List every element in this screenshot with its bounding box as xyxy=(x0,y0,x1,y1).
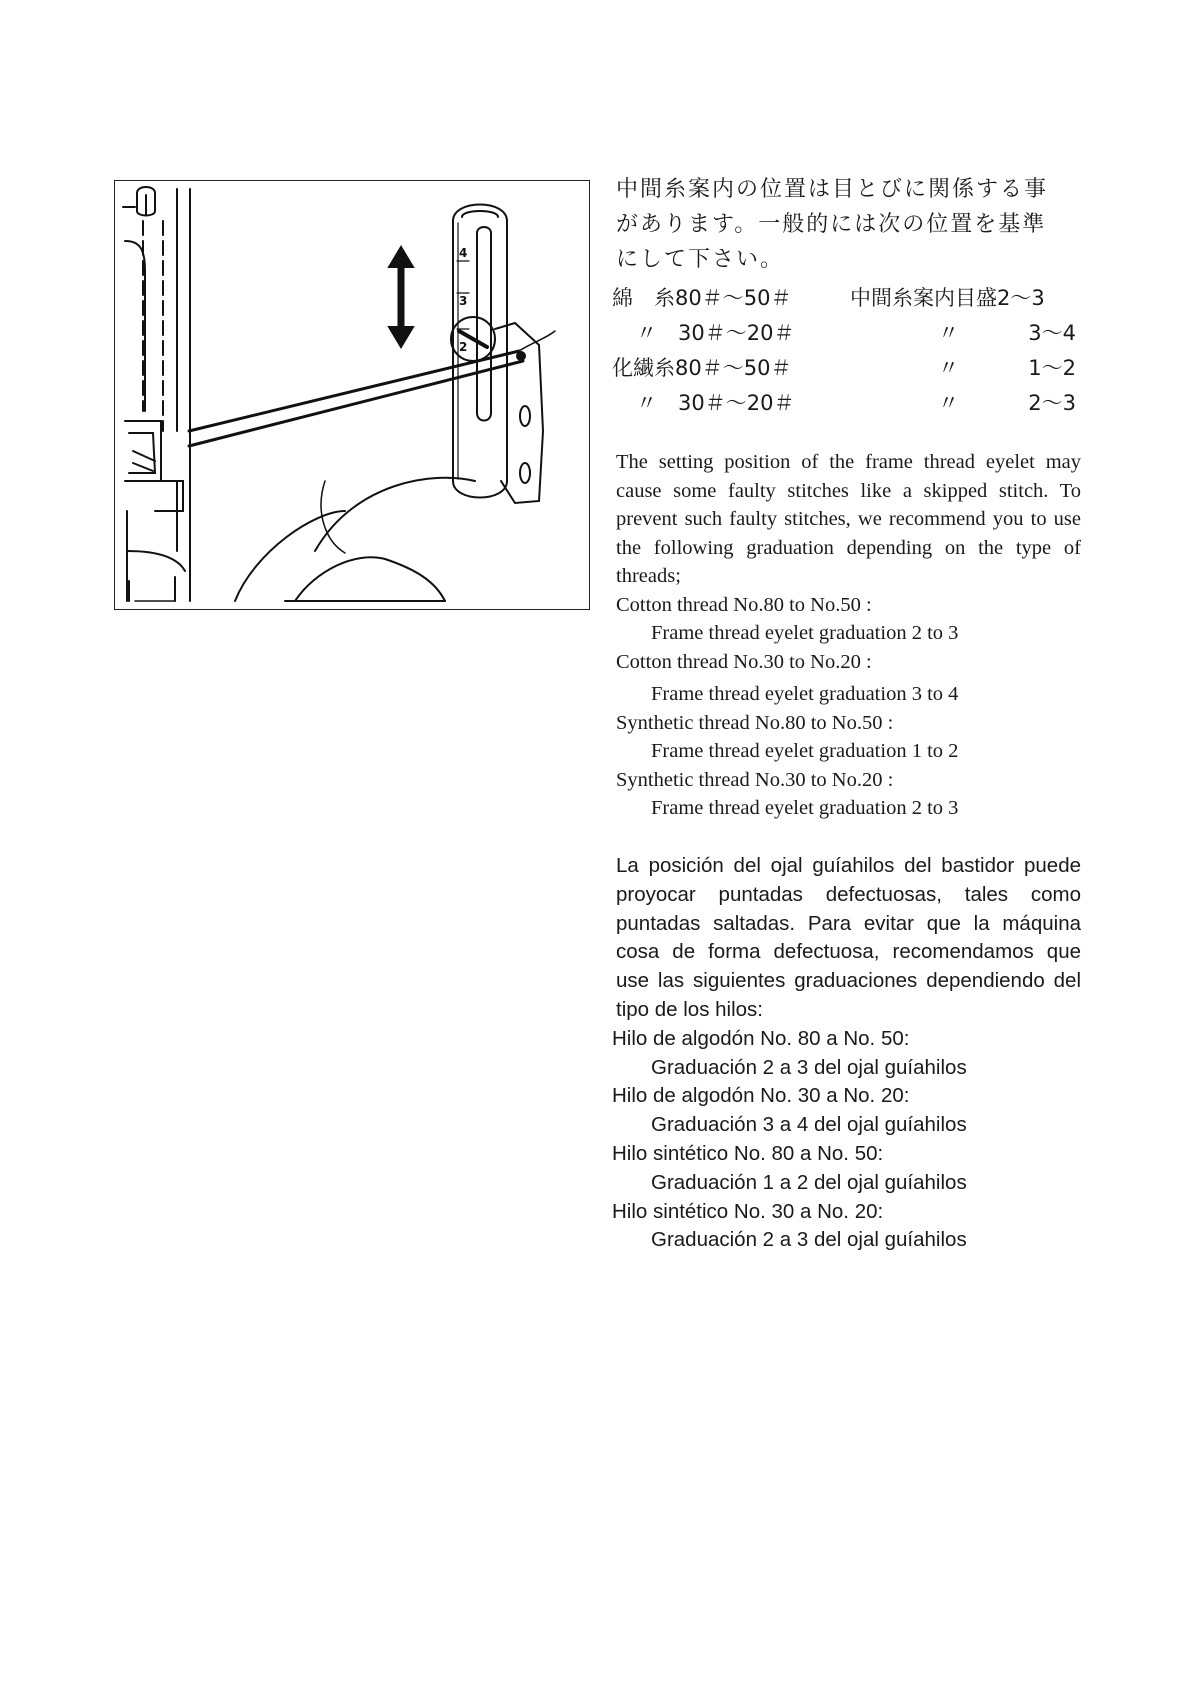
spanish-graduation: Graduación 3 a 4 del ojal guíahilos xyxy=(651,1113,967,1137)
japanese-graduation-label: 中間糸案内目盛2～3 xyxy=(850,286,1045,310)
japanese-table-row xyxy=(612,352,1082,387)
spanish-paragraph: La posición del ojal guíahilos del bastidor puede proyocar puntadas defectuosas, tales como puntadas saltadas. Para evitar que la máquina cosa de forma defectuosa, recomendamos que use las siguientes graduaciones dependiendo del tipo de los hilos: xyxy=(616,854,1081,1021)
japanese-thread-type: 化繊糸80＃～50＃ xyxy=(612,356,792,380)
japanese-intro-line: にして下さい。 xyxy=(616,247,785,272)
japanese-graduation-label: 〃 xyxy=(938,391,959,415)
japanese-graduation-value: 1～2 xyxy=(1028,356,1076,380)
scale-label-2: 2 xyxy=(459,340,468,354)
english-paragraph: The setting position of the frame thread eyelet may cause some faulty stitches like a skipped stitch. To prevent such faulty stitches, we recommend you to use the following graduation depending on the type of threads; xyxy=(616,451,1081,587)
spanish-graduation: Graduación 1 a 2 del ojal guíahilos xyxy=(651,1170,967,1194)
japanese-graduation-table xyxy=(612,282,1082,422)
japanese-table-row xyxy=(612,317,1082,352)
japanese-thread-type: 〃 30＃～20＃ xyxy=(636,391,795,415)
english-graduation-list xyxy=(616,591,1081,823)
english-graduation: Frame thread eyelet graduation 1 to 2 xyxy=(651,740,959,762)
japanese-graduation-value: 3～4 xyxy=(1028,321,1076,345)
japanese-graduation-label: 〃 xyxy=(938,321,959,345)
spanish-thread-type: Hilo de algodón No. 80 a No. 50: xyxy=(612,1026,910,1050)
spanish-graduation: Graduación 2 a 3 del ojal guíahilos xyxy=(651,1228,967,1252)
japanese-intro-line: があります。一般的には次の位置を基準 xyxy=(616,212,1047,237)
japanese-graduation-value: 2～3 xyxy=(1028,391,1076,415)
japanese-thread-type: 綿 糸80＃～50＃ xyxy=(612,286,792,310)
japanese-graduation-label: 〃 xyxy=(938,356,959,380)
illustration-drawing xyxy=(115,181,590,610)
english-thread-type: Synthetic thread No.80 to No.50 : xyxy=(616,711,894,734)
spanish-thread-type: Hilo de algodón No. 30 a No. 20: xyxy=(612,1084,910,1108)
scale-label-3: 3 xyxy=(459,294,468,308)
english-graduation: Frame thread eyelet graduation 3 to 4 xyxy=(651,683,959,705)
japanese-table-row xyxy=(612,387,1082,422)
english-section xyxy=(616,448,1081,823)
japanese-thread-type: 〃 30＃～20＃ xyxy=(636,321,795,345)
japanese-intro-line: 中間糸案内の位置は目とびに関係する事 xyxy=(616,177,1049,202)
english-thread-type: Cotton thread No.80 to No.50 : xyxy=(616,593,872,616)
scale-label-4: 4 xyxy=(459,246,468,260)
frame-thread-eyelet-illustration xyxy=(114,180,590,610)
japanese-intro xyxy=(616,172,1081,277)
spanish-thread-type: Hilo sintético No. 80 a No. 50: xyxy=(612,1141,884,1165)
english-thread-type: Cotton thread No.30 to No.20 : xyxy=(616,650,872,673)
japanese-table-row xyxy=(612,282,1082,317)
english-graduation: Frame thread eyelet graduation 2 to 3 xyxy=(651,797,959,819)
english-thread-type: Synthetic thread No.30 to No.20 : xyxy=(616,768,894,791)
spanish-thread-type: Hilo sintético No. 30 a No. 20: xyxy=(612,1199,884,1223)
english-graduation: Frame thread eyelet graduation 2 to 3 xyxy=(651,622,959,644)
spanish-graduation: Graduación 2 a 3 del ojal guíahilos xyxy=(651,1055,967,1079)
spanish-section xyxy=(612,852,1081,1255)
spanish-graduation-list xyxy=(612,1025,1081,1255)
